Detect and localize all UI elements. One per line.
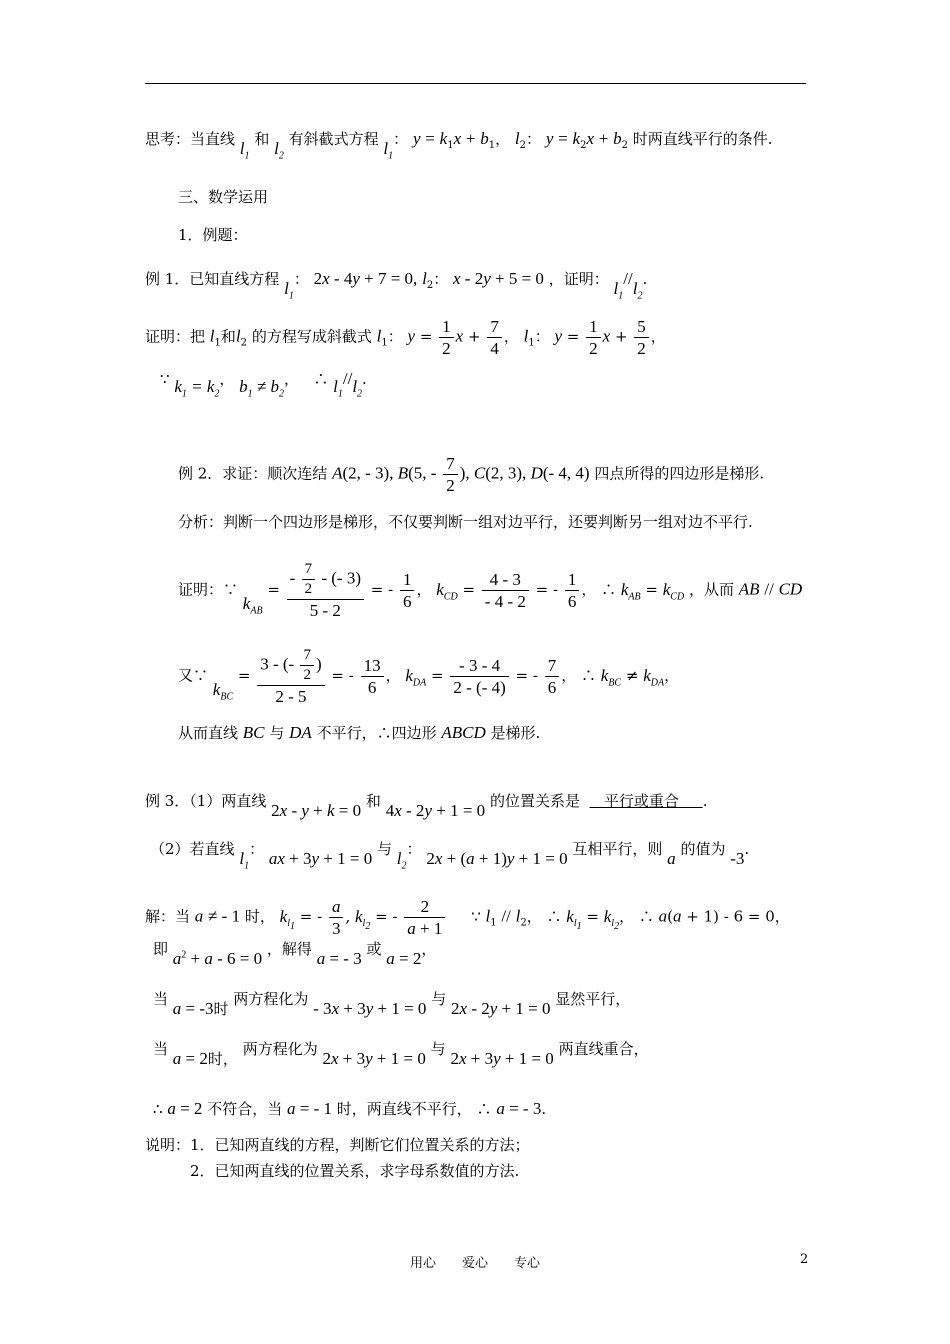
think-paragraph: 思考：当直线 $l_1$ 和 $l_2$ 有斜截式方程 $l_1$： $y = k_1x + b_1$， $l_2$： $y = k_2x + b_2$ 时两直线平行的条件.: [145, 129, 773, 162]
example2-final: 从而直线 BC 与 DA 不平行，∴四边形 ABCD 是梯形.: [178, 723, 541, 742]
example3-solution-line3: 当 a = -3时 两方程化为 - 3x + 3y + 1 = 0 与 2x - 2y + 1 = 0 显然平行，: [153, 990, 631, 1018]
example3-solution-line4: 当 a = 2时， 两方程化为 2x + 3y + 1 = 0 与 2x + 3y + 1 = 0 两直线重合，: [153, 1040, 649, 1068]
example1-proof: 证明：把 $l_1$和$l_2$ 的方程写成斜截式 $l_1$： y = $\frac{1}{2}$ x + $\frac{7}{4}$ ， $l_1$： y = $\frac{1}{2}$ x + $\frac{5}{2}$ ，: [145, 317, 666, 358]
examples-title: 1．例题：: [178, 226, 248, 244]
note-2: 2．已知两直线的位置关系，求字母系数值的方法.: [190, 1162, 520, 1180]
page-number: 2: [800, 1252, 809, 1267]
example2-analysis: 分析：判断一个四边形是梯形，不仅要判断一组对边平行，还要判断另一组对边不平行.: [178, 513, 753, 531]
example3-part2: （2）若直线 $l_1$： ax + 3y + 1 = 0 与 $l_2$： 2x + (a + 1)y + 1 = 0 互相平行，则 a 的值为 -3.: [150, 840, 750, 872]
example3-part1: 例 3．（1）两直线 2x - y + k = 0 和 4x - 2y + 1 = 0 的位置关系是 平行或重合 .: [145, 792, 708, 820]
answer-blank: 平行或重合: [603, 792, 679, 810]
example1-statement: 例 1．已知直线方程 $l_1$： 2x - 4y + 7 = 0, $l_2$： x - 2y + 5 = 0 ，证明： $l_1//l_2$.: [145, 269, 648, 302]
example3-solution-line2: 即 $a^2 + a - 6 = 0$ ，解得 a = - 3 或 a = 2，: [153, 940, 437, 968]
note-1: 说明：1．已知两直线的方程，判断它们位置关系的方法；: [145, 1136, 530, 1154]
example3-solution-line5: ∴ a = 2 不符合，当 a = - 1 时，两直线不平行， ∴ a = - 3.: [153, 1099, 547, 1118]
think-label: 思考：当直线: [145, 130, 236, 148]
example3-solution-line1: 解：当 a ≠ - 1 时， $k_{l_1}$ = - $\frac{a}{3}$ , $k_{l_2}$ = - $\frac{2}{a + 1}$ ∵ $l_1 // l_2$， ∴ $k_{l_1} = k_{l_2}$， ∴ a(a + 1) - 6 = 0，: [145, 897, 790, 938]
example2-statement: 例 2．求证：顺次连结 A(2, - 3), B(5, - $\frac{7}{2}$ ), C(2, 3), D(- 4, 4) 四点所得的四边形是梯形.: [178, 454, 765, 495]
example2-proof-line1: 证明：∵ $k_{AB}$ = - $\frac{7}{2}$ - (- 3) 5 - 2 = - $\frac{1}{6}$ ， $k_{CD}$ = $\frac{4 - 3}{- 4 - 2}$ = - $\frac{1}{6}$ ， ∴ $k_{AB} = k_{CD}$ ，从而 AB // CD: [178, 561, 803, 620]
example2-proof-line2: 又∵ $k_{BC}$ = 3 - (- $\frac{7}{2}$ ) 2 - 5 = - $\frac{13}{6}$ ， $k_{DA}$ = $\frac{- 3 - 4}{2 - (- 4)}$ = - $\frac{7}{6}$ ， ∴ $k_{BC} \ne k_{DA}$，: [178, 647, 680, 706]
example1-conclusion: ∵ $k_1 = k_2$， $b_1 \ne b_2$， ∴ $l_1//l_2$.: [160, 369, 367, 400]
footer-text: 用心 爱心 专心: [409, 1256, 540, 1271]
section-heading: 三、数学运用: [178, 188, 269, 206]
header-rule: [145, 83, 806, 84]
